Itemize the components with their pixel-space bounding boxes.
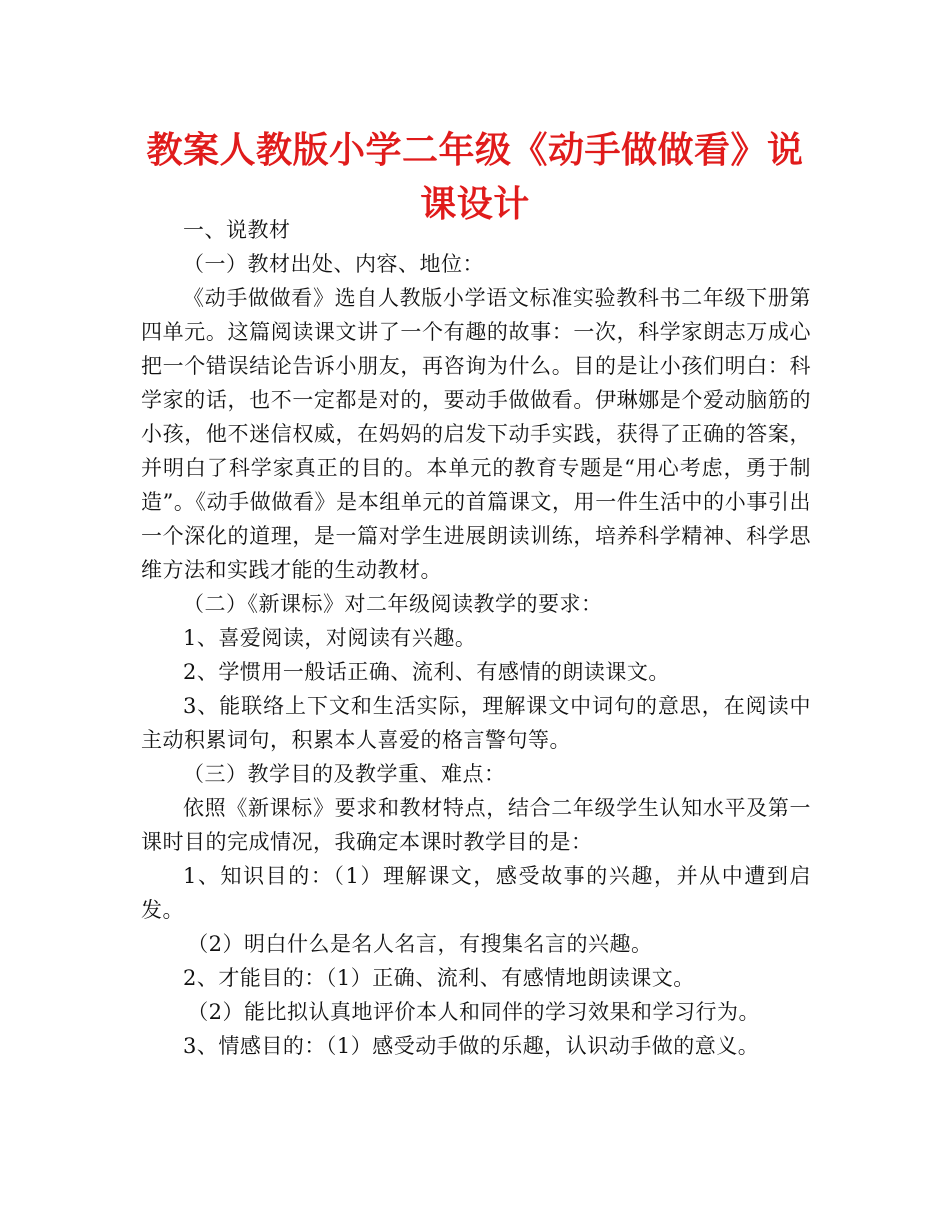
paragraph-text-intro: 《动手做做看》选自人教版小学语文标准实验教科书二年级下册第四单元。这篇阅读课文讲了一个有趣的故事：一次，科学家朗志万成心把一个错误结论告诉小朋友，再咨询为什么。目的是让小孩们明白：科学家的话，也不一定都是对的，要动手做做看。伊琳娜是个爱动脑筋的小孩，他不迷信权威，在妈妈的启发下动手实践，获得了正确的答案，并明白了科学家真正的目的。本单元的教育专题是“用心考虑，勇于制造”。《动手做做看》是本组单元的首篇课文，用一件生活中的小事引出一个深化的道理，是一篇对学生进展朗读训练，培养科学精神、科学思维方法和实践才能的生动教材。 <box>141 286 811 582</box>
section-heading-teaching-material: 一、说教材 <box>183 218 291 242</box>
subsection-heading-objectives: （三）教学目的及教学重、难点： <box>183 762 506 786</box>
subsection-heading-source: （一）教材出处、内容、地位： <box>183 252 484 276</box>
list-item-requirement-3: 3、能联络上下文和生活实际，理解课文中词句的意思，在阅读中主动积累词句，积累本人喜爱的格言警句等。 <box>141 694 811 752</box>
document-body <box>141 213 811 1063</box>
list-item-knowledge-goal-2: （2）明白什么是名人名言，有搜集名言的兴趣。 <box>187 932 653 956</box>
subsection-heading-curriculum: （二）《新课标》对二年级阅读教学的要求： <box>183 592 603 616</box>
list-item-knowledge-goal: 1、知识目的：（1）理解课文，感受故事的兴趣，并从中遭到启发。 <box>141 864 811 922</box>
document-title: 教案人教版小学二年级《动手做做看》说课设计 <box>146 130 804 225</box>
list-item-requirement-1: 1、喜爱阅读，对阅读有兴趣。 <box>183 626 477 650</box>
list-item-ability-goal-2: （2）能比拟认真地评价本人和同伴的学习效果和学习行为。 <box>187 1000 761 1024</box>
list-item-ability-goal: 2、才能目的：（1）正确、流利、有感情地朗读课文。 <box>183 966 695 990</box>
list-item-requirement-2: 2、学惯用一般话正确、流利、有感情的朗读课文。 <box>183 660 670 684</box>
list-item-emotion-goal: 3、情感目的：（1）感受动手做的乐趣，认识动手做的意义。 <box>183 1034 760 1058</box>
paragraph-text-objectives: 依照《新课标》要求和教材特点，结合二年级学生认知水平及第一课时目的完成情况，我确定本课时教学目的是： <box>141 796 811 854</box>
